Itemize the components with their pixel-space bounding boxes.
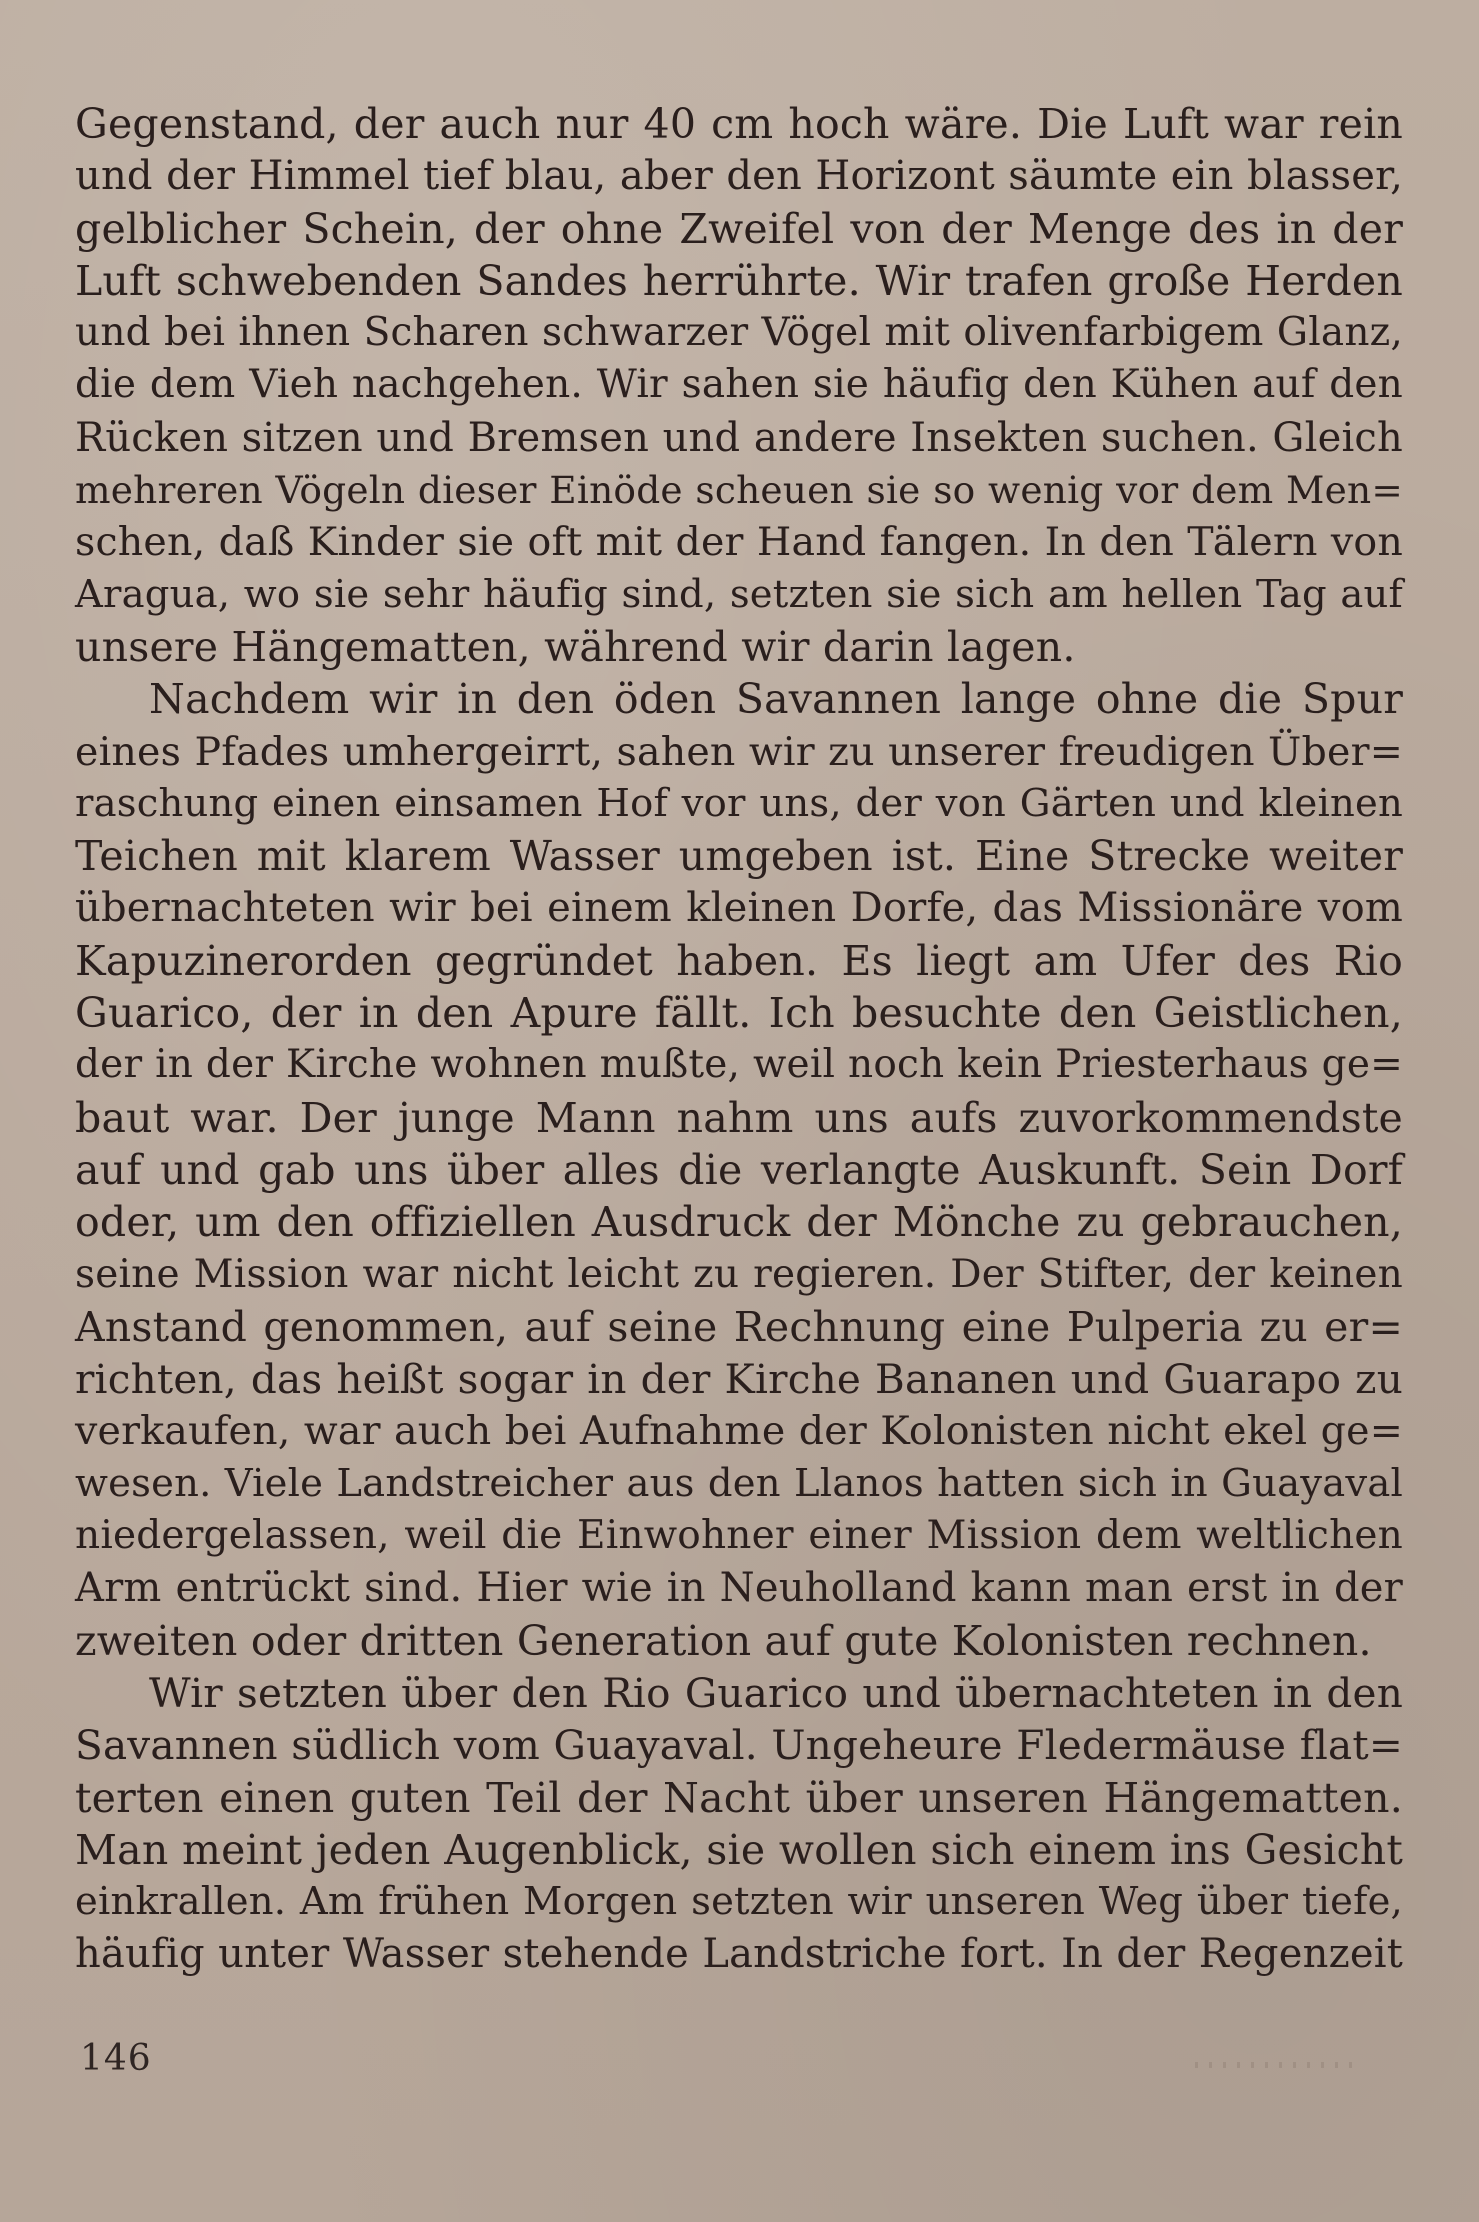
text-line: niedergelassen, weil die Einwohner einer Mission dem weltlichen — [75, 1513, 1403, 1559]
text-line: die dem Vieh nachgehen. Wir sahen sie häufig den Kühen auf den — [75, 362, 1403, 408]
text-line: und bei ihnen Scharen schwarzer Vögel mit olivenfarbigem Glanz, — [75, 310, 1403, 356]
text-line: raschung einen einsamen Hof vor uns, der von Gärten und kleinen — [75, 780, 1403, 826]
text-line: Gegenstand, der auch nur 40 cm hoch wäre. Die Luft war rein — [75, 100, 1403, 148]
text-line: oder, um den offiziellen Ausdruck der Mönche zu gebrauchen, — [75, 1198, 1403, 1247]
text-line: der in der Kirche wohnen mußte, weil noch kein Priesterhaus ge= — [75, 1042, 1403, 1088]
text-line: Man meint jeden Augenblick, sie wollen sich einem ins Gesicht — [75, 1825, 1403, 1874]
text-line: terten einen guten Teil der Nacht über unseren Hängematten. — [75, 1773, 1403, 1822]
text-line: Arm entrückt sind. Hier wie in Neuholland kann man erst in der — [75, 1565, 1403, 1612]
text-line: Nachdem wir in den öden Savannen lange ohne die Spur — [149, 675, 1403, 724]
text-line: Rücken sitzen und Bremsen und andere Insekten suchen. Gleich — [75, 414, 1403, 461]
text-line: mehreren Vögeln dieser Einöde scheuen sie so wenig vor dem Men= — [75, 468, 1403, 513]
text-line: Wir setzten über den Rio Guarico und übernachteten in den — [149, 1668, 1403, 1717]
text-line: Kapuzinerorden gegründet haben. Es liegt am Ufer des Rio — [75, 936, 1403, 985]
body-text — [75, 98, 1403, 1981]
text-line: Savannen südlich vom Guayaval. Ungeheure Fledermäuse flat= — [75, 1721, 1403, 1770]
text-line: Aragua, wo sie sehr häufig sind, setzten sie sich am hellen Tag auf — [75, 571, 1403, 617]
paragraph-2 — [75, 673, 1403, 1667]
text-line: Teichen mit klarem Wasser umgeben ist. Eine Strecke weiter — [75, 832, 1403, 881]
text-line: häufig unter Wasser stehende Landstriche fort. In der Regenzeit — [75, 1931, 1403, 1978]
paper-specks — [1195, 2062, 1355, 2068]
text-line: einkrallen. Am frühen Morgen setzten wir unseren Weg über tiefe, — [75, 1879, 1403, 1925]
text-line: schen, daß Kinder sie oft mit der Hand fangen. In den Tälern von — [75, 519, 1403, 566]
text-line: richten, das heißt sogar in der Kirche Bananen und Guarapo zu — [75, 1355, 1403, 1404]
text-line: gelblicher Schein, der ohne Zweifel von der Menge des in der — [75, 204, 1403, 253]
text-line: seine Mission war nicht leicht zu regieren. Der Stifter, der keinen — [75, 1251, 1403, 1297]
paragraph-1 — [75, 98, 1403, 673]
text-line: eines Pfades umhergeirrt, sahen wir zu unserer freudigen Über= — [75, 728, 1403, 775]
text-line: verkaufen, war auch bei Aufnahme der Kolonisten nicht ekel ge= — [75, 1408, 1403, 1455]
text-line: zweiten oder dritten Generation auf gute Kolonisten rechnen. — [75, 1616, 1372, 1665]
text-line: auf und gab uns über alles die verlangte Auskunft. Sein Dorf — [75, 1145, 1403, 1194]
text-line: unsere Hängematten, während wir darin lagen. — [75, 622, 1076, 671]
page-number: 146 — [80, 2038, 152, 2079]
text-line: Luft schwebenden Sandes herrührte. Wir trafen große Herden — [75, 256, 1403, 305]
text-line: und der Himmel tief blau, aber den Horizont säumte ein blasser, — [75, 153, 1403, 200]
text-line: wesen. Viele Landstreicher aus den Llanos hatten sich in Guayaval — [75, 1460, 1403, 1506]
text-line: Anstand genommen, auf seine Rechnung eine Pulperia zu er= — [75, 1302, 1403, 1351]
text-line: baut war. Der junge Mann nahm uns aufs zuvorkommendste — [75, 1093, 1403, 1142]
paragraph-3 — [75, 1667, 1403, 1981]
text-line: Guarico, der in den Apure fällt. Ich besuchte den Geistlichen, — [75, 989, 1403, 1038]
text-line: übernachteten wir bei einem kleinen Dorfe, das Missionäre vom — [75, 885, 1403, 932]
